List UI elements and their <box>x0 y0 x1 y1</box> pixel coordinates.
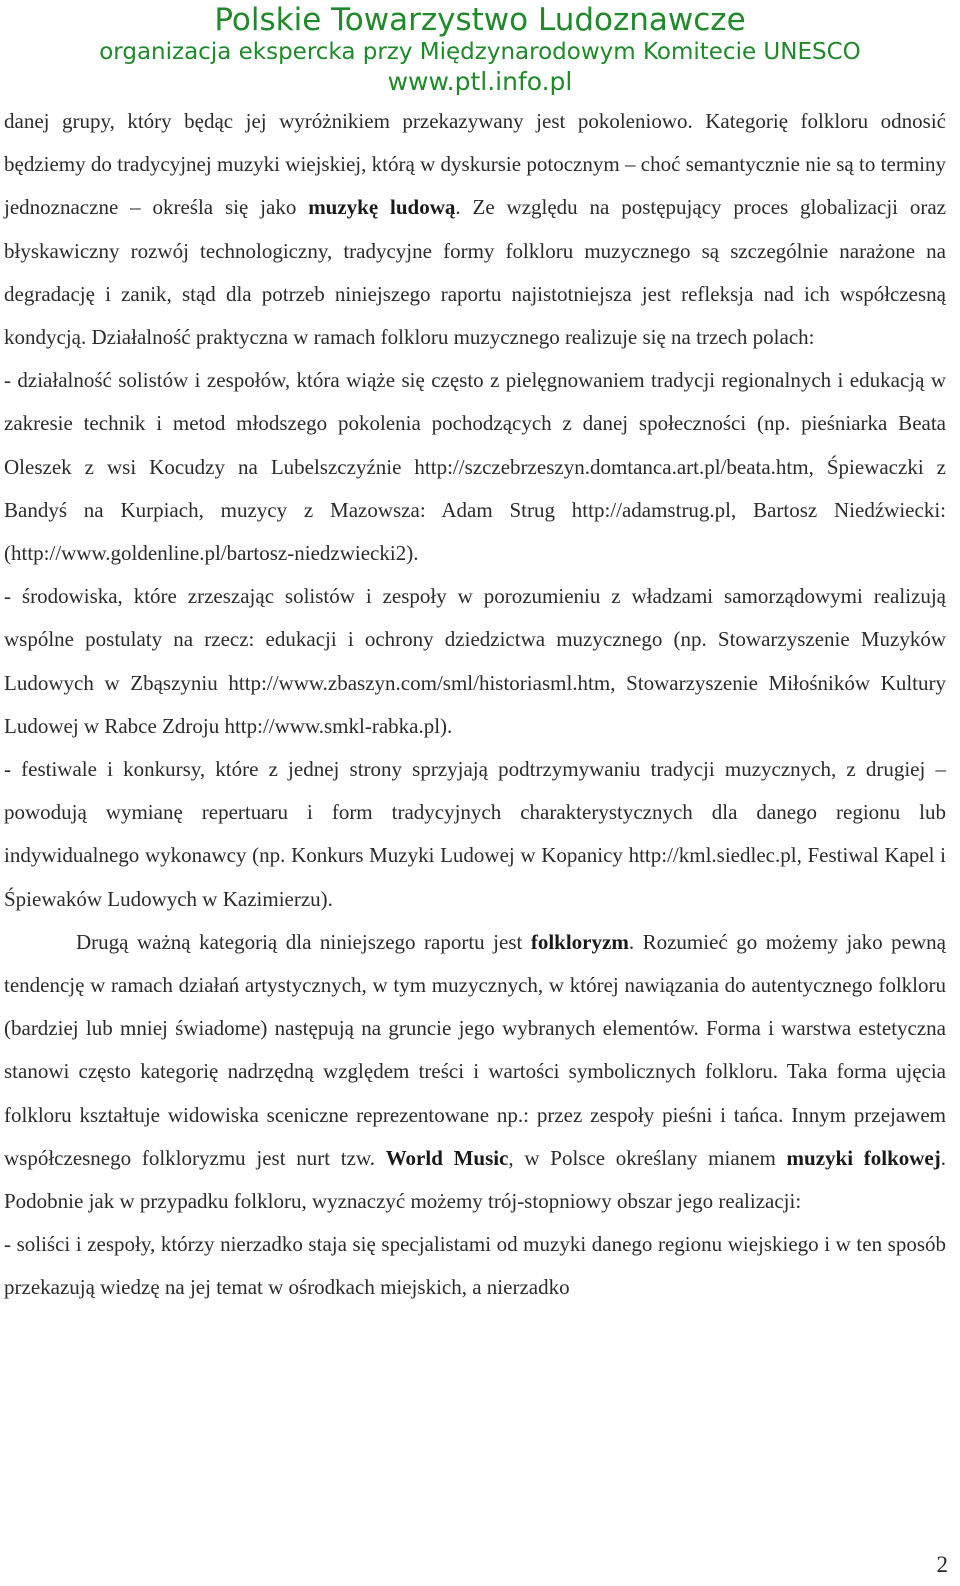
page-header <box>0 0 960 98</box>
organization-subtitle: organizacja ekspercka przy Międzynarodowym Komitecie UNESCO <box>99 39 861 65</box>
document-body <box>4 100 946 1310</box>
p1-text-a: danej grupy, który będąc jej wyróżnikiem przekazywany jest pokoleniowo. Kategorię folkloru odnosić będziemy do tradycyjnej muzyki wiejskiej, którą w dyskursie potocznym – choć semantycznie nie są to terminy jednoznaczne – określa się jako <box>4 109 946 220</box>
term-muzyka-folkowa: muzyki folkowej <box>786 1145 941 1170</box>
paragraph-folklore <box>4 100 946 359</box>
list-item-festivals: - festiwale i konkursy, które z jednej strony sprzyjają podtrzymywaniu tradycji muzycznych, z drugiej – powodują wymianę repertuaru i form tradycyjnych charakterystycznych dla danego regionu lub indywidualnego wykonawcy (np. Konkurs Muzyki Ludowej w Kopanicy http://kml.siedlec.pl, Festiwal Kapel i Śpiewaków Ludowych w Kazimierzu). <box>4 757 946 911</box>
p5-text-g: . Podobnie jak w przypadku folkloru, wyznaczyć możemy trój-stopniowy obszar jego realizacji: <box>4 1145 946 1214</box>
p5-text-e: , w Polsce określany mianem <box>508 1145 787 1170</box>
list-item-solists: - działalność solistów i zespołów, która wiąże się często z pielęgnowaniem tradycji regionalnych i edukacją w zakresie technik i metod młodszego pokolenia pochodzących z danej społeczności (np. pieśniarka Beata Oleszek z wsi Kocudzy na Lubelszczyźnie http://szczebrzeszyn.domtanca.art.pl/beata.htm, Śpiewaczki z Bandyś na Kurpiach, muzycy z Mazowsza: Adam Strug http://adamstrug.pl, Bartosz Niedźwiecki: (http://www.goldenline.pl/bartosz-niedzwiecki2). <box>4 368 946 566</box>
paragraph-folkloryzm <box>4 921 946 1223</box>
term-folkloryzm: folkloryzm <box>530 929 629 954</box>
list-item-associations: - środowiska, które zrzeszając solistów i zespoły w porozumieniu z władzami samorządowymi realizują wspólne postulaty na rzecz: edukacji i ochrony dziedzictwa muzycznego (np. Stowarzyszenie Muzyków Ludowych w Zbąszyniu http://www.zbaszyn.com/sml/historiasml.htm, Stowarzyszenie Miłośników Kultury Ludowej w Rabce Zdroju http://www.smkl-rabka.pl). <box>4 584 946 738</box>
organization-title: Polskie Towarzystwo Ludoznawcze <box>214 2 746 38</box>
term-muzyka-ludowa: muzykę ludową <box>308 195 456 220</box>
p5-text-c: . Rozumieć go możemy jako pewną tendencję w ramach działań artystycznych, w tym muzycznych, w której nawiązania do autentycznego folkloru (bardziej lub mniej świadome) następują na gruncie jego wybranych elementów. Forma i warstwa estetyczna stanowi często kategorię nadrzędną względem treści i wartości symbolicznych folkloru. Taka forma ujęcia folkloru kształtuje widowiska sceniczne reprezentowane np.: przez zespoły pieśni i tańca. Innym przejawem współczesnego folkloryzmu jest nurt tzw. <box>4 929 946 1170</box>
page-number: 2 <box>936 1552 948 1577</box>
term-world-music: World Music <box>385 1145 509 1170</box>
organization-url[interactable]: www.ptl.info.pl <box>387 67 573 96</box>
p5-text-a: Drugą ważną kategorią dla niniejszego raportu jest <box>76 929 531 954</box>
p1-text-c: . Ze względu na postępujący proces globalizacji oraz błyskawiczny rozwój technologiczny, tradycyjne formy folkloru muzycznego są szczególnie narażone na degradację i zanik, stąd dla potrzeb niniejszego raportu najistotniejsza jest refleksja nad ich współczesną kondycją. Działalność praktyczna w ramach folkloru muzycznego realizuje się na trzech polach: <box>4 195 946 350</box>
list-item-soloists-folk: - soliści i zespoły, którzy nierzadko staja się specjalistami od muzyki danego regionu wiejskiego i w ten sposób przekazują wiedzę na jej temat w ośrodkach miejskich, a nierzadko <box>4 1232 946 1300</box>
